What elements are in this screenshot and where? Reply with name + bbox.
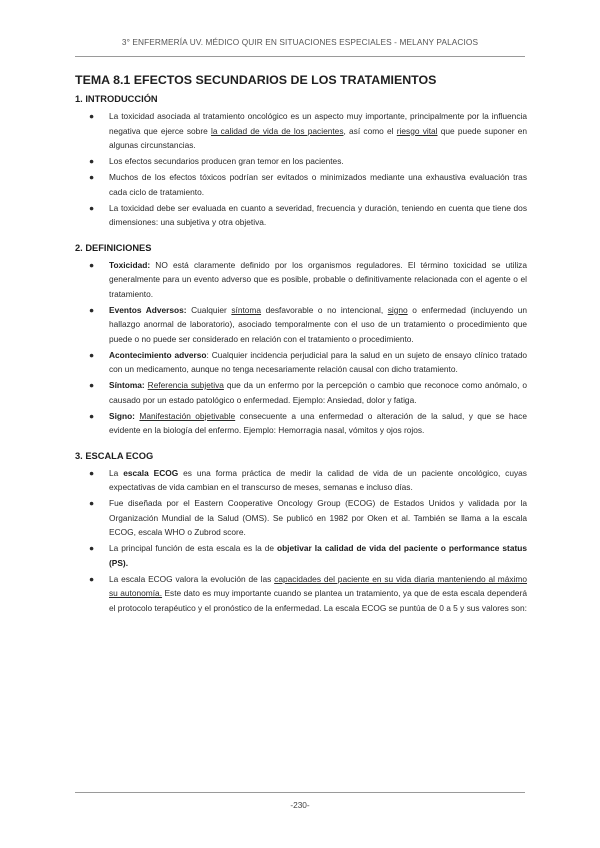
definition-eventos-adversos [75, 303, 527, 347]
item-text: Fue diseñada por el Eastern Cooperative Oncology Group (ECOG) de Estados Unidos y validada por la Organización Mundial de la Salud (OMS). Se publicó en 1982 por Oken et al. También se llama a la escala ECOG, escala WHO o Zubrod score. [109, 498, 527, 537]
term-label: Acontecimiento adverso [109, 349, 207, 360]
footer-divider [75, 792, 525, 793]
underlined-text: capacidades del paciente en su vida diaria manteniendo al máximo su autonomía. [109, 573, 528, 598]
list-item [75, 466, 527, 495]
item-text: La escala ECOG valora la evolución de las [109, 573, 275, 584]
list-item [75, 496, 527, 540]
bullet-icon: ● [89, 259, 95, 270]
bullet-icon: ● [89, 380, 95, 390]
introduccion-list [75, 109, 527, 230]
item-text: es una forma práctica de medir la calidad de vida de un paciente oncológico, cuyas expectativas de vida cambian en el transcurso de meses, semanas e incluso días. [109, 467, 527, 492]
section-heading-introduccion: 1. INTRODUCCIÓN [75, 94, 158, 104]
bullet-icon: ● [89, 410, 95, 421]
term-label: Toxicidad: [109, 259, 151, 270]
underlined-text: síntoma [231, 304, 262, 315]
item-text: La [109, 467, 124, 478]
section-heading-escala-ecog: 3. ESCALA ECOG [75, 450, 154, 461]
bullet-icon: ● [89, 202, 95, 213]
definition-text: Cualquier [186, 304, 232, 315]
item-text: La toxicidad asociada al tratamiento oncológico es un aspecto muy importante, principalmente por la influencia negativa que ejerce sobre [109, 111, 527, 136]
term-label: Eventos Adversos: [109, 304, 187, 315]
definition-text: consecuente a una enfermedad o alteración de la salud, y que se hace evidente en la biología del enfermo. Ejemplo: Hemorragia nasal, vómitos y ojos rojos. [109, 410, 527, 435]
underlined-text: Referencia subjetiva [147, 380, 224, 390]
definition-acontecimiento-adverso [75, 348, 527, 377]
underlined-text: signo [387, 304, 408, 315]
bullet-icon: ● [89, 543, 95, 553]
bullet-icon: ● [89, 498, 95, 508]
term-label: Signo: [109, 410, 135, 421]
list-item [75, 572, 527, 616]
running-header: 3° ENFERMERÍA UV. MÉDICO QUIR EN SITUACIONES ESPECIALES - MELANY PALACIOS [121, 37, 479, 47]
header-divider [75, 56, 525, 57]
page-title: TEMA 8.1 EFECTOS SECUNDARIOS DE LOS TRATAMIENTOS [75, 73, 437, 87]
bullet-icon: ● [89, 172, 95, 182]
underlined-text: riesgo vital [396, 125, 438, 136]
bullet-icon: ● [89, 349, 95, 360]
list-item [75, 109, 527, 153]
bullet-icon: ● [89, 156, 95, 166]
list-item [75, 170, 527, 199]
item-text: que puede suponer en algunas circunstancias. [109, 125, 527, 150]
item-text: Este dato es muy importante cuando se plantea un tratamiento, ya que de esta escala dependerá el protocolo terapéutico y el pronóstico de la enfermedad. La escala ECOG se puntúa de 0 a 5 y sus valores son: [109, 588, 527, 613]
list-item [75, 541, 527, 570]
section-heading-definiciones: 2. DEFINICIONES [75, 242, 152, 253]
term-label: Síntoma: [109, 380, 145, 390]
item-text: Muchos de los efectos tóxicos podrían ser evitados o minimizados mediante una exhaustiva evaluación tras cada ciclo de tratamiento. [109, 172, 527, 197]
escala-ecog-list [75, 466, 527, 616]
underlined-text: la calidad de vida de los pacientes [210, 125, 344, 136]
definition-text: que da un enfermo por la percepción o cambio que reconoce como anómalo, o causado por un estado patológico o enfermedad. Ejemplo: Ansiedad, dolor y fatiga. [109, 380, 527, 405]
definiciones-list [75, 258, 527, 438]
definition-text: : Cualquier incidencia perjudicial para la salud en un sujeto de ensayo clínico tratado con un medicamento, aunque no tenga necesariamente relación causal con dicho tratamiento. [109, 349, 527, 374]
item-text: , así como el [343, 125, 397, 136]
item-text: Los efectos secundarios producen gran temor en los pacientes. [109, 156, 344, 166]
definition-text: desfavorable o no intencional, [261, 304, 388, 315]
definition-sintoma [75, 378, 527, 407]
underlined-text: Manifestación objetivable [139, 410, 236, 421]
list-item [75, 201, 527, 230]
definition-signo [75, 409, 527, 438]
definition-text: NO está claramente definido por los organismos reguladores. El término toxicidad se utiliza generalmente para un evento adverso que es posible, probable o definitivamente relacionada con el agente o el tratamiento. [109, 259, 527, 299]
bold-text: escala ECOG [123, 467, 179, 478]
item-text: La principal función de esta escala es la de [109, 543, 277, 553]
page-number: -230- [290, 800, 310, 810]
list-item [75, 154, 527, 169]
item-text: La toxicidad debe ser evaluada en cuanto a severidad, frecuencia y duración, teniendo en cuenta que tiene dos dimensiones: una subjetiva y otra objetiva. [109, 202, 527, 227]
bullet-icon: ● [89, 467, 95, 478]
definition-text: o enfermedad (incluyendo un hallazgo anormal de laboratorio), asociado temporalmente con el uso de un tratamiento o procedimiento que puede o no puede ser considerado en relación con el tratamiento o procedimiento. [109, 304, 527, 344]
bullet-icon: ● [89, 111, 95, 121]
bold-text: objetivar la calidad de vida del paciente o performance status (PS). [109, 543, 527, 568]
page-content [75, 72, 527, 617]
definition-toxicidad [75, 258, 527, 302]
bullet-icon: ● [89, 304, 95, 315]
bullet-icon: ● [89, 573, 95, 584]
